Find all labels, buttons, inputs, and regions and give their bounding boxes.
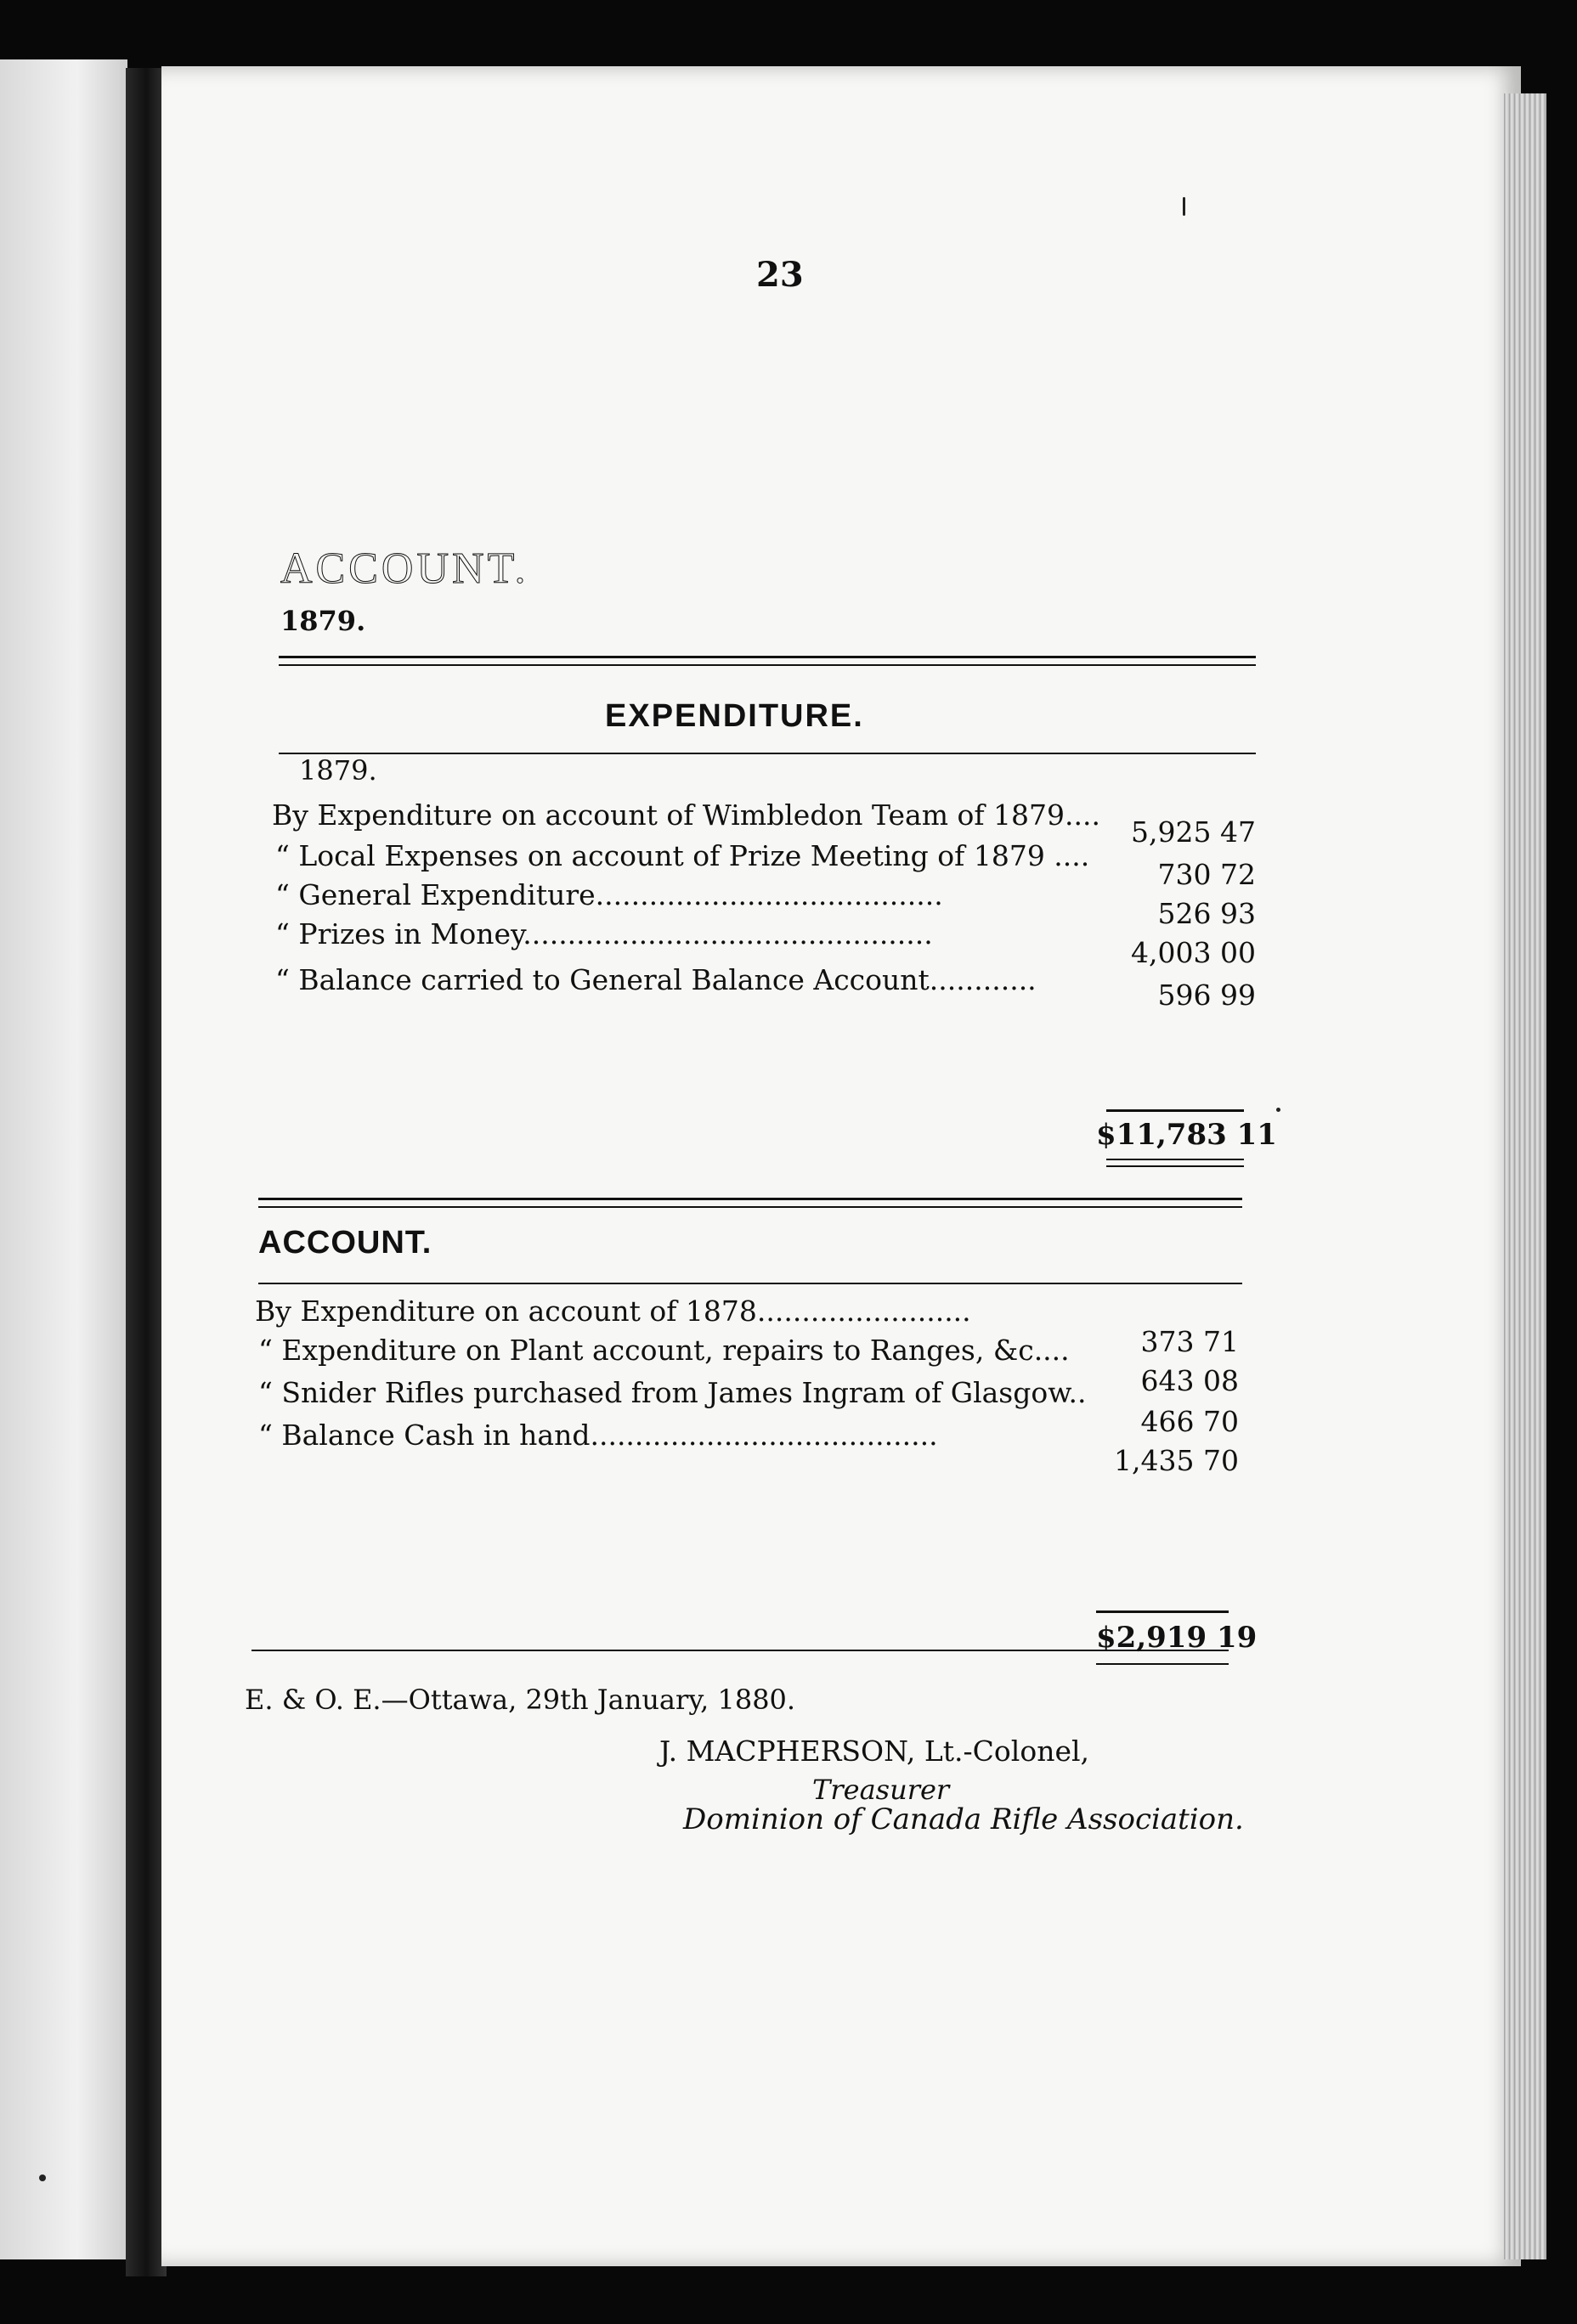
account-total-rule-bottom: [1096, 1663, 1229, 1665]
signatory-name: J. MACPHERSON, Lt.-Colonel,: [659, 1735, 1090, 1768]
account-amount-3: 466 70: [1140, 1405, 1239, 1438]
account-total: $2,919 19: [1096, 1621, 1258, 1655]
signatory-role: Treasurer: [812, 1774, 950, 1806]
expenditure-total: $11,783 11: [1096, 1118, 1277, 1152]
page-number: 23: [756, 255, 804, 295]
expenditure-entry-4: “ Prizes in Money..............................................: [275, 917, 933, 950]
document-page: [161, 66, 1521, 2266]
expenditure-total-rule-top: [1106, 1109, 1244, 1112]
account-entry-3: “ Snider Rifles purchased from James Ingram of Glasgow..: [258, 1376, 1087, 1409]
facing-page-edge: [0, 59, 127, 2259]
expenditure-entry-3: “ General Expenditure.......................................: [275, 878, 943, 911]
expenditure-amount-3: 526 93: [1157, 897, 1256, 930]
expenditure-total-rule-bottom-2: [1106, 1165, 1244, 1167]
account-amount-4: 1,435 70: [1114, 1444, 1239, 1477]
rule-account-2: [258, 1206, 1242, 1208]
signatory-organization: Dominion of Canada Rifle Association.: [683, 1802, 1244, 1836]
ink-speck: [1183, 197, 1185, 216]
rule-top-2: [279, 664, 1256, 666]
expenditure-amount-4: 4,003 00: [1131, 936, 1256, 969]
book-gutter: [126, 68, 167, 2276]
account-amount-2: 643 08: [1140, 1364, 1239, 1397]
expenditure-amount-1: 5,925 47: [1131, 815, 1256, 849]
expenditure-total-rule-bottom-1: [1106, 1159, 1244, 1160]
expenditure-amount-2: 730 72: [1157, 858, 1256, 891]
section-title: ACCOUNT.: [280, 544, 529, 593]
rule-under-account: [258, 1283, 1242, 1284]
account-amount-1: 373 71: [1140, 1325, 1239, 1358]
rule-under-expenditure: [279, 753, 1256, 754]
expenditure-heading: EXPENDITURE.: [605, 698, 864, 734]
account-total-rule-top: [1096, 1610, 1229, 1613]
account-entry-4: “ Balance Cash in hand.......................................: [258, 1419, 938, 1452]
section-year: 1879.: [280, 605, 366, 637]
expenditure-year: 1879.: [299, 754, 377, 787]
expenditure-entry-5: “ Balance carried to General Balance Account............: [275, 963, 1037, 996]
rule-account-1: [258, 1198, 1242, 1200]
account-entry-1: By Expenditure on account of 1878........................: [255, 1295, 971, 1328]
expenditure-amount-5: 596 99: [1157, 979, 1256, 1012]
rule-top-1: [279, 656, 1256, 658]
expenditure-entry-2: “ Local Expenses on account of Prize Meeting of 1879 ....: [275, 839, 1090, 872]
account-entry-2: “ Expenditure on Plant account, repairs to Ranges, &c....: [258, 1334, 1070, 1367]
page-stack-edge: [1504, 93, 1546, 2259]
expenditure-entry-1: By Expenditure on account of Wimbledon Team of 1879....: [272, 798, 1100, 832]
errors-omissions-note: E. & O. E.—Ottawa, 29th January, 1880.: [245, 1684, 796, 1716]
ink-speck: [39, 2175, 46, 2181]
rule-footer: [252, 1650, 1229, 1651]
ink-speck: [1276, 1108, 1280, 1112]
account-heading: ACCOUNT.: [258, 1225, 432, 1261]
